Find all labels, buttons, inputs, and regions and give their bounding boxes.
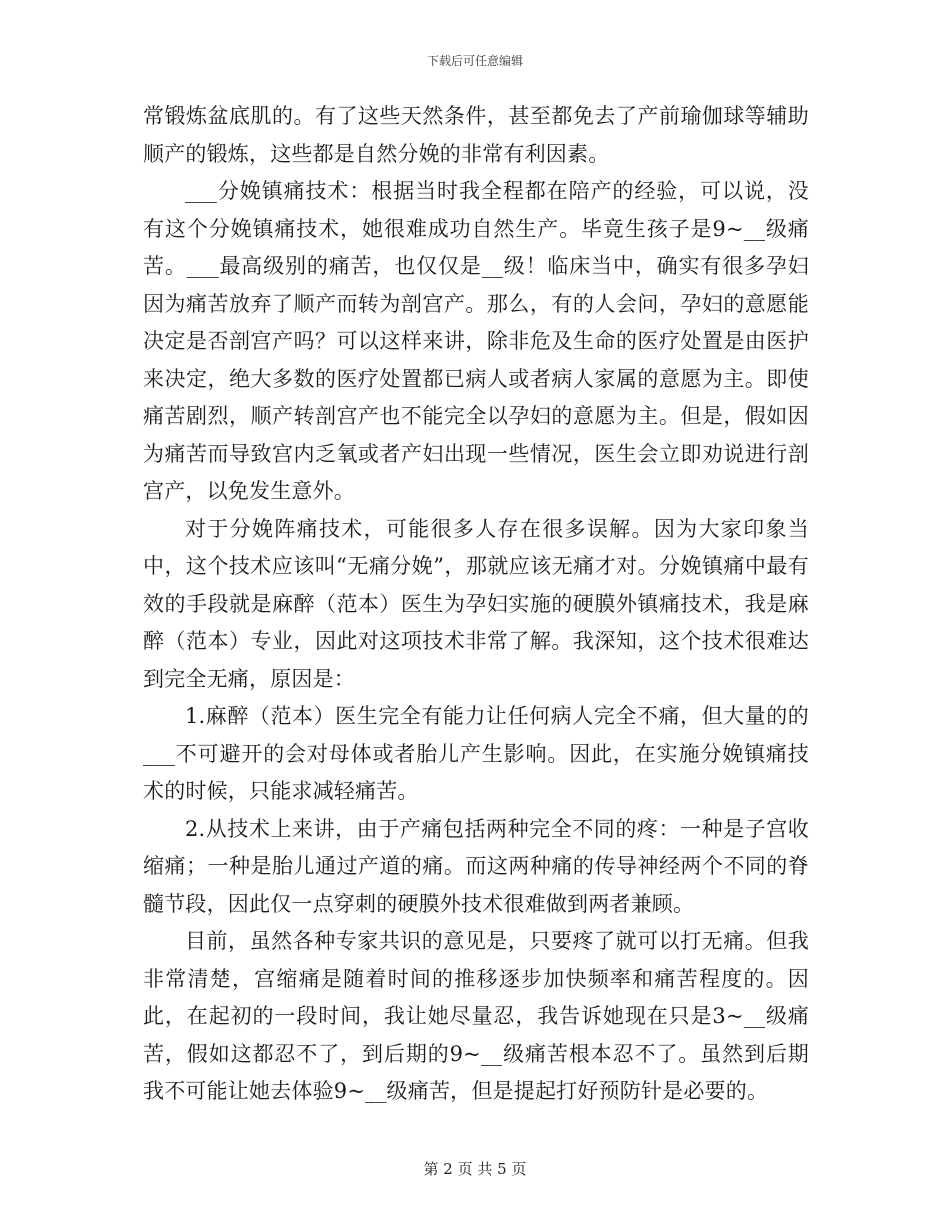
- page-number: 第 2 页 共 5 页: [423, 1160, 527, 1178]
- document-body: [143, 98, 809, 1111]
- paragraph-current-practice: 目前，虽然各种专家共识的意见是，只要疼了就可以打无痛。但我非常清楚，宫缩痛是随着时间的推移逐步加快频率和痛苦程度的。因此，在起初的一段时间，我让她尽量忍，我告诉她现在只是3~__级痛苦，假如这都忍不了，到后期的9~__级痛苦根本忍不了。虽然到后期我不可能让她去体验9~__级痛苦，但是提起打好预防针是必要的。: [143, 929, 809, 1103]
- paragraph-misconceptions: 对于分娩阵痛技术，可能很多人存在很多误解。因为大家印象当中，这个技术应该叫“无痛分娩”，那就应该无痛才对。分娩镇痛中最有效的手段就是麻醉（范本）医生为孕妇实施的硬膜外镇痛技术，我是麻醉（范本）专业，因此对这项技术非常了解。我深知，这个技术很难达到完全无痛，原因是：: [143, 516, 809, 691]
- paragraph-labor-analgesia: ___分娩镇痛技术：根据当时我全程都在陪产的经验，可以说，没有这个分娩镇痛技术，她很难成功自然生产。毕竟生孩子是9~__级痛苦。___最高级别的痛苦，也仅仅是__级！临床当中，确实有很多孕妇因为痛苦放弃了顺产而转为剖宫产。那么，有的人会问，孕妇的意愿能决定是否剖宫产吗？可以这样来讲，除非危及生命的医疗处置是由医护来决定，绝大多数的医疗处置都已病人或者病人家属的意愿为主。即使痛苦剧烈，顺产转剖宫产也不能完全以孕妇的意愿为主。但是，假如因为痛苦而导致宫内乏氧或者产妇出现一些情况，医生会立即劝说进行剖宫产，以免发生意外。: [143, 179, 809, 503]
- paragraph-continuation: 常锻炼盆底肌的。有了这些天然条件，甚至都免去了产前瑜伽球等辅助顺产的锻炼，这些都是自然分娩的非常有利因素。: [143, 104, 809, 166]
- list-item-reason-1: 1.麻醉（范本）医生完全有能力让任何病人完全不痛，但大量的的___不可避开的会对母体或者胎儿产生影响。因此，在实施分娩镇痛技术的时候，只能求减轻痛苦。: [143, 704, 809, 803]
- page-header: 下载后可任意编辑: [426, 54, 523, 68]
- list-item-reason-2: 2.从技术上来讲，由于产痛包括两种完全不同的疼：一种是子宫收缩痛；一种是胎儿通过产道的痛。而这两种痛的传导神经两个不同的脊髓节段，因此仅一点穿刺的硬膜外技术很难做到两者兼顾。: [143, 816, 809, 916]
